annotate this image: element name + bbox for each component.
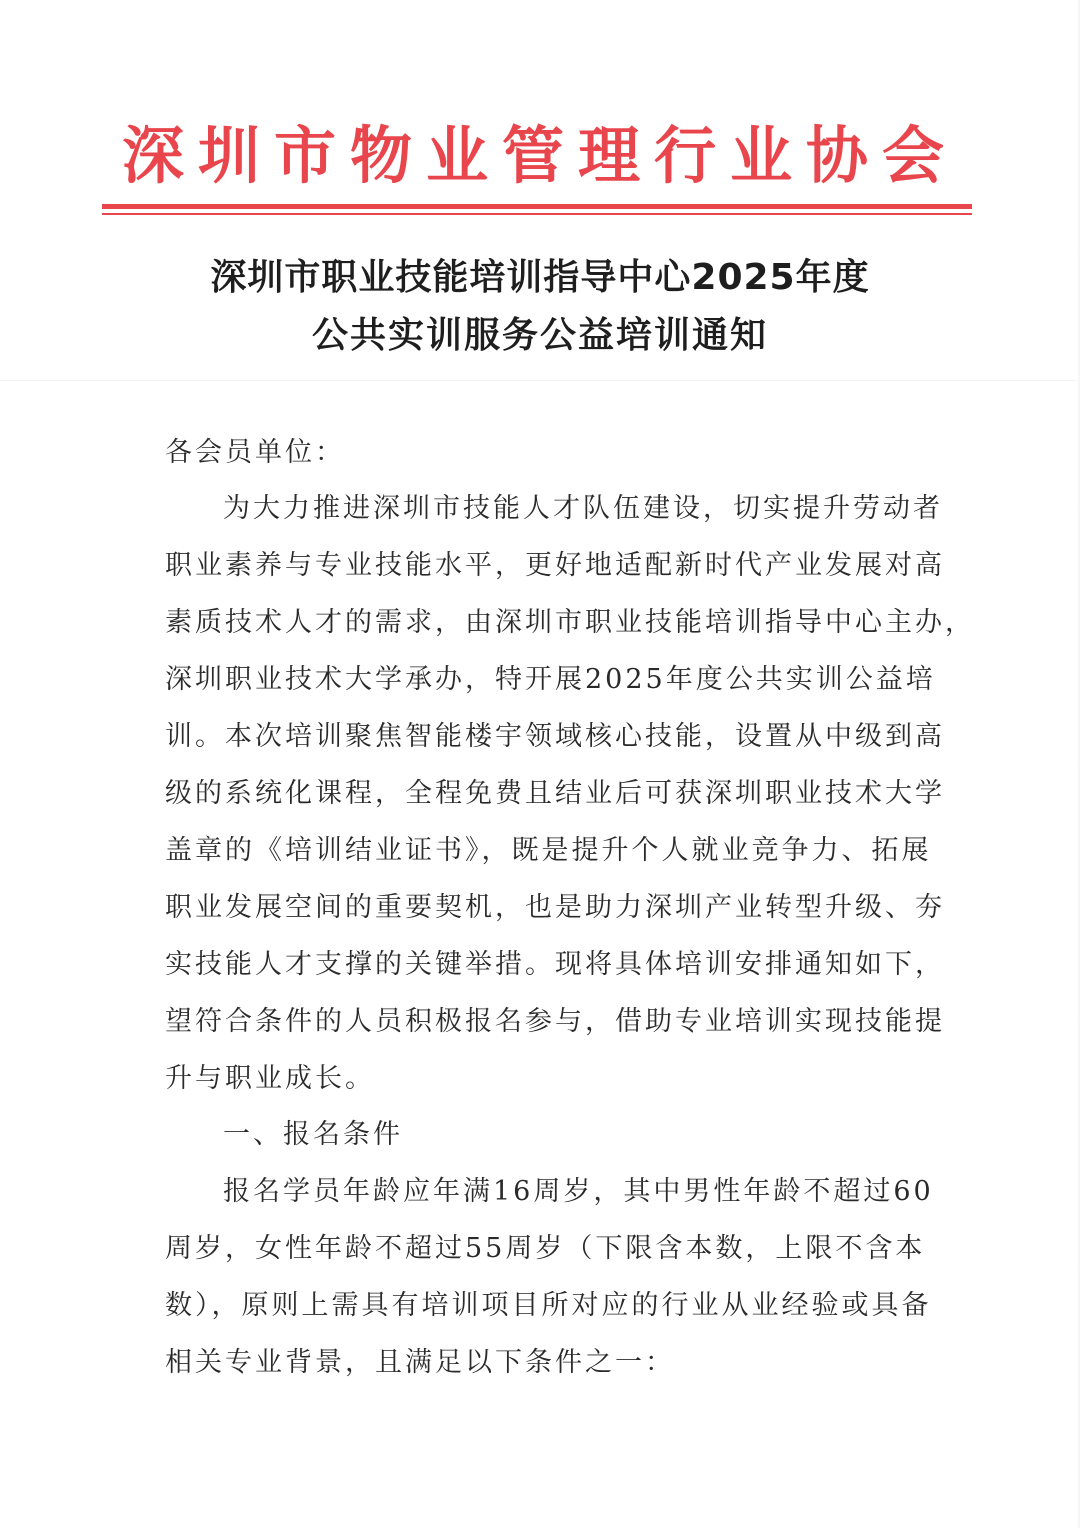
document-title-line-1: 深圳市职业技能培训指导中心2025年度 [210,257,870,298]
paragraph-introduction [165,480,975,1107]
section-heading-registration [165,1106,925,1163]
paragraph-line: 深圳职业技术大学承办，特开展2025年度公共实训公益培 [165,664,936,695]
paragraph-line: 数），原则上需具有培训项目所对应的行业从业经验或具备 [165,1290,932,1321]
paragraph-line: 报名学员年龄应年满16周岁，其中男性年龄不超过60 [223,1176,934,1207]
page-fold-shade [0,380,1080,381]
paragraph-line: 升与职业成长。 [165,1063,375,1094]
paragraph-line: 级的系统化课程，全程免费且结业后可获深圳职业技术大学 [165,778,945,809]
paragraph-line: 实技能人才支撑的关键举措。现将具体培训安排通知如下， [165,949,945,980]
paragraph-line: 周岁，女性年龄不超过55周岁（下限含本数，上限不含本 [165,1233,926,1264]
paragraph-line: 职业素养与专业技能水平，更好地适配新时代产业发展对高 [165,550,945,581]
document-title-line-2: 公共实训服务公益培训通知 [311,315,768,356]
paragraph-line: 为大力推进深圳市技能人才队伍建设，切实提升劳动者 [223,493,943,524]
letterhead-divider-thick [102,204,972,209]
section-heading-text: 一、报名条件 [223,1119,403,1150]
salutation [165,424,925,481]
salutation-text: 各会员单位： [165,437,345,468]
paragraph-line: 素质技术人才的需求，由深圳市职业技能培训指导中心主办， [165,607,975,638]
paragraph-line: 盖章的《培训结业证书》，既是提升个人就业竞争力、拓展 [165,835,932,866]
paragraph-line: 职业发展空间的重要契机，也是助力深圳产业转型升级、夯 [165,892,945,923]
paragraph-line: 训。本次培训聚焦智能楼宇领域核心技能，设置从中级到高 [165,721,945,752]
letterhead-divider-thin [102,213,972,215]
paragraph-line: 望符合条件的人员积极报名参与，借助专业培训实现技能提 [165,1006,945,1037]
organization-letterhead: 深圳市物业管理行业协会 [121,119,958,192]
paragraph-line: 相关专业背景，且满足以下条件之一： [165,1347,675,1378]
paragraph-registration-conditions [165,1163,934,1391]
